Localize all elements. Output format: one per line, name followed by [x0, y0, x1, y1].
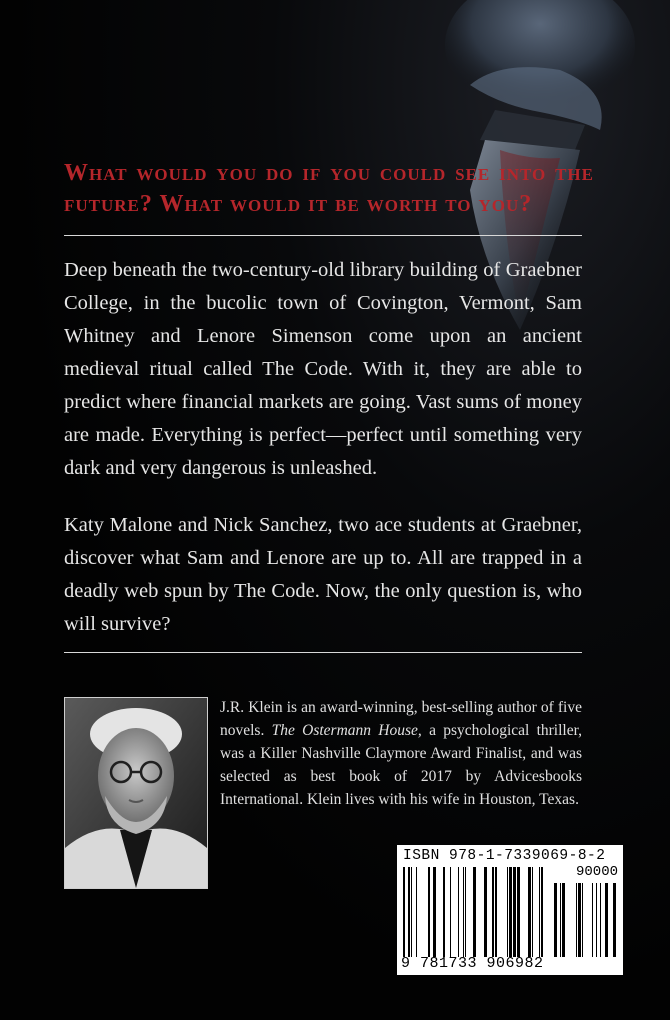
divider-bottom: [64, 652, 582, 653]
isbn-text: ISBN 978-1-7339069-8-2: [403, 848, 606, 864]
isbn-barcode: [397, 845, 623, 975]
synopsis-paragraph-1: Deep beneath the two-century-old library building of Graebner College, in the bucolic town of Covington, Vermont, Sam Whitney and Lenore Simenson come upon an ancient medieval ritual called The Code. With it, they are able to predict where financial markets are going. Vast sums of money are made. Everything is perfect—perfect until something very dark and very dangerous is unleashed.: [64, 259, 582, 479]
author-bio: [220, 696, 582, 811]
author-bio-intro: J.R. Klein is an award-winning, best-selling author of five novels.: [220, 699, 582, 739]
synopsis-paragraph-2: Katy Malone and Nick Sanchez, two ace students at Graebner, discover what Sam and Lenore are up to. All are trapped in a deadly web spun by The Code. Now, the only question is, who will survive?: [64, 514, 582, 635]
book-title-ostermann-house: The Ostermann House,: [271, 722, 422, 739]
headline: What would you do if you could see into the future? What would it be worth to you?: [64, 160, 594, 217]
ean-digits: 9 781733 906982: [401, 955, 544, 972]
price-code: 90000: [575, 864, 618, 880]
author-photo: [64, 697, 208, 889]
author-bio-rest: a psychological thriller, was a Killer Nashville Claymore Award Finalist, and was selected as best book of 2017 by Advicesbooks International. Klein lives with his wife in Houston, Texas.: [220, 722, 583, 808]
divider-top: [64, 235, 582, 236]
